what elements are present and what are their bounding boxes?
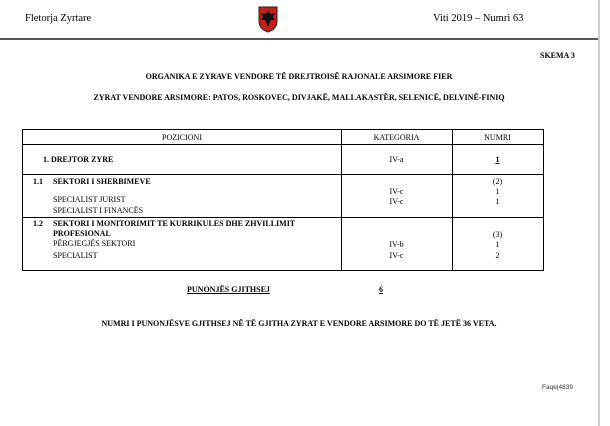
organization-table	[22, 129, 544, 271]
table-row-category: IV-c	[389, 197, 404, 206]
publication-name: Fletorja Zyrtare	[25, 13, 92, 24]
section-title-line1: SEKTORI I MONITORIMIT TE KURRIKULES DHE ZHVILLIMIT	[53, 219, 296, 228]
issue-number: Viti 2019 – Numri 63	[433, 13, 524, 24]
table-row-count: 1	[495, 197, 500, 206]
total-employees-label: PUNONJËS GJITHSEJ	[187, 285, 270, 294]
section-total: (2)	[492, 177, 503, 186]
table-row-position: PËRGJEGJËS SEKTORI	[53, 239, 136, 248]
summary-statement: NUMRI I PUNONJËSVE GJITHSEJ NË TË GJITHA ZYRAT E VENDORE ARSIMORE DO TË JETË 36 VETA.	[101, 319, 497, 328]
table-row-count: 2	[495, 251, 500, 260]
section-number: 1.2	[33, 219, 43, 228]
page-number: Faqe|4839	[542, 384, 573, 391]
director-category: IV-a	[389, 155, 404, 164]
section-number: 1.1	[33, 177, 43, 186]
director-count: 1	[495, 155, 500, 164]
total-employees-value: 6	[379, 285, 383, 294]
scheme-label: SKEMA 3	[540, 51, 575, 60]
column-header-count: NUMRI	[484, 133, 511, 142]
director-position: 1. DREJTOR ZYRE	[43, 155, 114, 164]
albanian-eagle-emblem-icon	[257, 5, 279, 33]
column-header-position: POZICIONI	[162, 133, 202, 142]
page-edge-rule	[598, 0, 600, 426]
table-row-position: SPECIALIST JURIST	[53, 195, 126, 204]
table-row-count: 1	[495, 240, 500, 249]
section-total: (3)	[492, 230, 503, 239]
section-title: SEKTORI I SHERBIMEVE	[53, 177, 151, 186]
table-row-category: IV-c	[389, 251, 404, 260]
table-row-category: IV-b	[389, 240, 404, 249]
table-row-count: 1	[495, 187, 500, 196]
table-row-category: IV-c	[389, 187, 404, 196]
row-divider	[23, 174, 543, 175]
document-subtitle: ZYRAT VENDORE ARSIMORE: PATOS, ROSKOVEC, DIVJAKË, MALLAKASTËR, SELENICË, DELVINË-FINIQ	[93, 93, 505, 102]
column-header-category: KATEGORIA	[373, 133, 420, 142]
row-divider	[23, 144, 543, 145]
section-title-line2: PROFESIONAL	[53, 229, 111, 238]
table-row-position: SPECIALIST	[53, 251, 98, 260]
table-row-position: SPECIALIST I FINANCËS	[53, 206, 144, 215]
row-divider	[23, 217, 543, 218]
document-title: ORGANIKA E ZYRAVE VENDORE TË DREJTROISË RAJONALE ARSIMORE FIER	[145, 72, 453, 81]
